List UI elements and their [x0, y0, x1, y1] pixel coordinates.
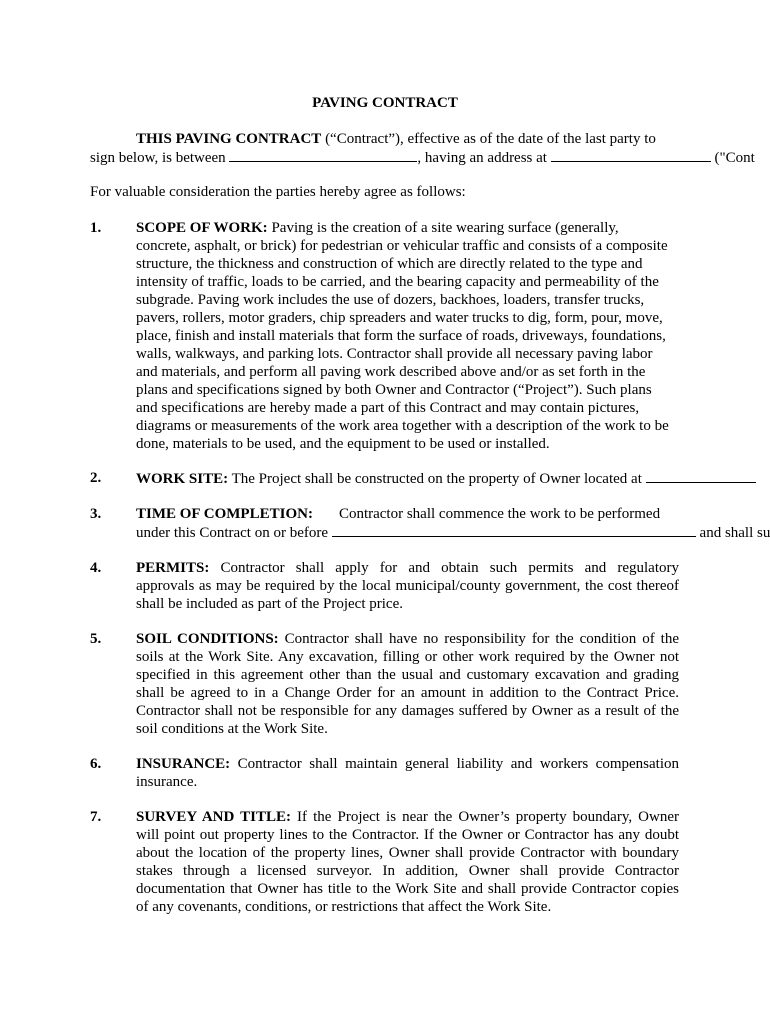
section-line: documentation that Owner has title to the Work Site and shall provide Contractor copies — [136, 881, 679, 897]
section-line: place, finish and install materials that form the surface of roads, driveways, foundations, — [136, 328, 666, 344]
intro-text-2c: ("Cont — [710, 150, 755, 166]
intro-paragraph-line-2 — [90, 148, 755, 167]
section-line: insurance. — [136, 774, 198, 790]
start-date-blank[interactable] — [332, 523, 696, 537]
section-line: approvals as may be required by the local municipal/county government, the cost thereof — [136, 578, 679, 594]
section-number: 5. — [90, 631, 102, 647]
section-line: SURVEY AND TITLE: If the Project is near the Owner’s property boundary, Owner — [136, 809, 679, 825]
section-line: SCOPE OF WORK: Paving is the creation of a site wearing surface (generally, — [136, 220, 619, 236]
section-heading: WORK SITE: — [136, 471, 229, 487]
section-number: 6. — [90, 756, 102, 772]
section-number: 4. — [90, 560, 102, 576]
intro-bold-term: THIS PAVING CONTRACT — [136, 131, 322, 147]
section-body — [136, 808, 679, 916]
intro-text: (“Contract”), effective as of the date of the last party to — [321, 131, 656, 147]
section-line: specified in this agreement other than the usual and customary excavation and grading — [136, 667, 679, 683]
section-line: will point out property lines to the Contractor. If the Owner or Contractor has any doubt — [136, 827, 679, 843]
section-heading: INSURANCE: — [136, 756, 231, 772]
intro-text-2a: sign below, is between — [90, 150, 230, 166]
page-title: PAVING CONTRACT — [312, 95, 458, 111]
section-heading: SURVEY AND TITLE: — [136, 809, 291, 825]
party-name-blank[interactable] — [229, 148, 417, 162]
section-line: and specifications are hereby made a part of this Contract and may contain pictures, — [136, 400, 640, 416]
section-line: pavers, rollers, motor graders, chip spreaders and water trucks to dig, form, pour, move, — [136, 310, 663, 326]
section-number: 3. — [90, 506, 102, 522]
section-line: done, materials to be used, and the equipment to be used or installed. — [136, 436, 550, 452]
section-line: PERMITS: Contractor shall apply for and obtain such permits and regulatory — [136, 560, 680, 576]
section-line: TIME OF COMPLETION: Contractor shall commence the work to be performed — [136, 506, 661, 522]
section-body — [136, 630, 679, 738]
section-heading: SCOPE OF WORK: — [136, 220, 268, 236]
section-number: 2. — [90, 470, 102, 486]
section-line: and materials, and perform all paving work described above and/or as set forth in the — [136, 364, 646, 380]
section-line: concrete, asphalt, or brick) for pedestrian or vehicular traffic and consists of a composite — [136, 238, 668, 254]
section-body — [136, 219, 679, 453]
section-line: diagrams or measurements of the work area together with a description of the work to be — [136, 418, 669, 434]
section-number: 1. — [90, 220, 102, 236]
section-heading: SOIL CONDITIONS: — [136, 631, 279, 647]
address-blank[interactable] — [551, 148, 711, 162]
section-body — [136, 505, 770, 541]
section-line: of any covenants, conditions, or restrictions that affect the Work Site. — [136, 899, 552, 915]
section-line: Contractor shall not be responsible for any damages suffered by Owner as a result of the — [136, 703, 679, 719]
section-body — [136, 559, 679, 613]
consideration-line: For valuable consideration the parties hereby agree as follows: — [90, 184, 466, 200]
section-line: shall be included as part of the Project price. — [136, 596, 403, 612]
work-site-address-blank[interactable] — [646, 469, 756, 483]
section-heading: PERMITS: — [136, 560, 210, 576]
section-line: plans and specifications signed by both Owner and Contractor (“Project”). Such plans — [136, 382, 652, 398]
section-line: soil conditions at the Work Site. — [136, 721, 328, 737]
section-line: WORK SITE: The Project shall be constructed on the property of Owner located at — [136, 469, 770, 487]
section-line: intensity of traffic, loads to be carried, and the bearing capacity and permeability of the — [136, 274, 659, 290]
intro-paragraph-line-1 — [136, 130, 656, 148]
section-line: about the location of the property lines, Owner shall provide Contractor with boundary — [136, 845, 679, 861]
section-body — [136, 755, 679, 791]
section-line: shall be agreed to in a Change Order for an amount in addition to the Contract Price. — [136, 685, 679, 701]
section-heading: TIME OF COMPLETION: — [136, 506, 313, 522]
section-number: 7. — [90, 809, 102, 825]
section-line: walls, walkways, and parking lots. Contractor shall provide all necessary paving labor — [136, 346, 653, 362]
section-line: soils at the Work Site. Any excavation, filling or other work required by the Owner not — [136, 649, 679, 665]
section-line: subgrade. Paving work includes the use of dozers, backhoes, loaders, transfer trucks, — [136, 292, 645, 308]
section-line: stakes through a licensed surveyor. In addition, Owner shall provide Contractor — [136, 863, 679, 879]
intro-text-2b: , having an address at — [417, 150, 551, 166]
section-body — [136, 469, 770, 487]
section-line: INSURANCE: Contractor shall maintain general liability and workers compensation — [136, 756, 679, 772]
section-line: SOIL CONDITIONS: Contractor shall have no responsibility for the condition of the — [136, 631, 679, 647]
section-line: structure, the thickness and construction of which are directly related to the type and — [136, 256, 643, 272]
section-line: under this Contract on or before and shall su — [136, 525, 770, 541]
